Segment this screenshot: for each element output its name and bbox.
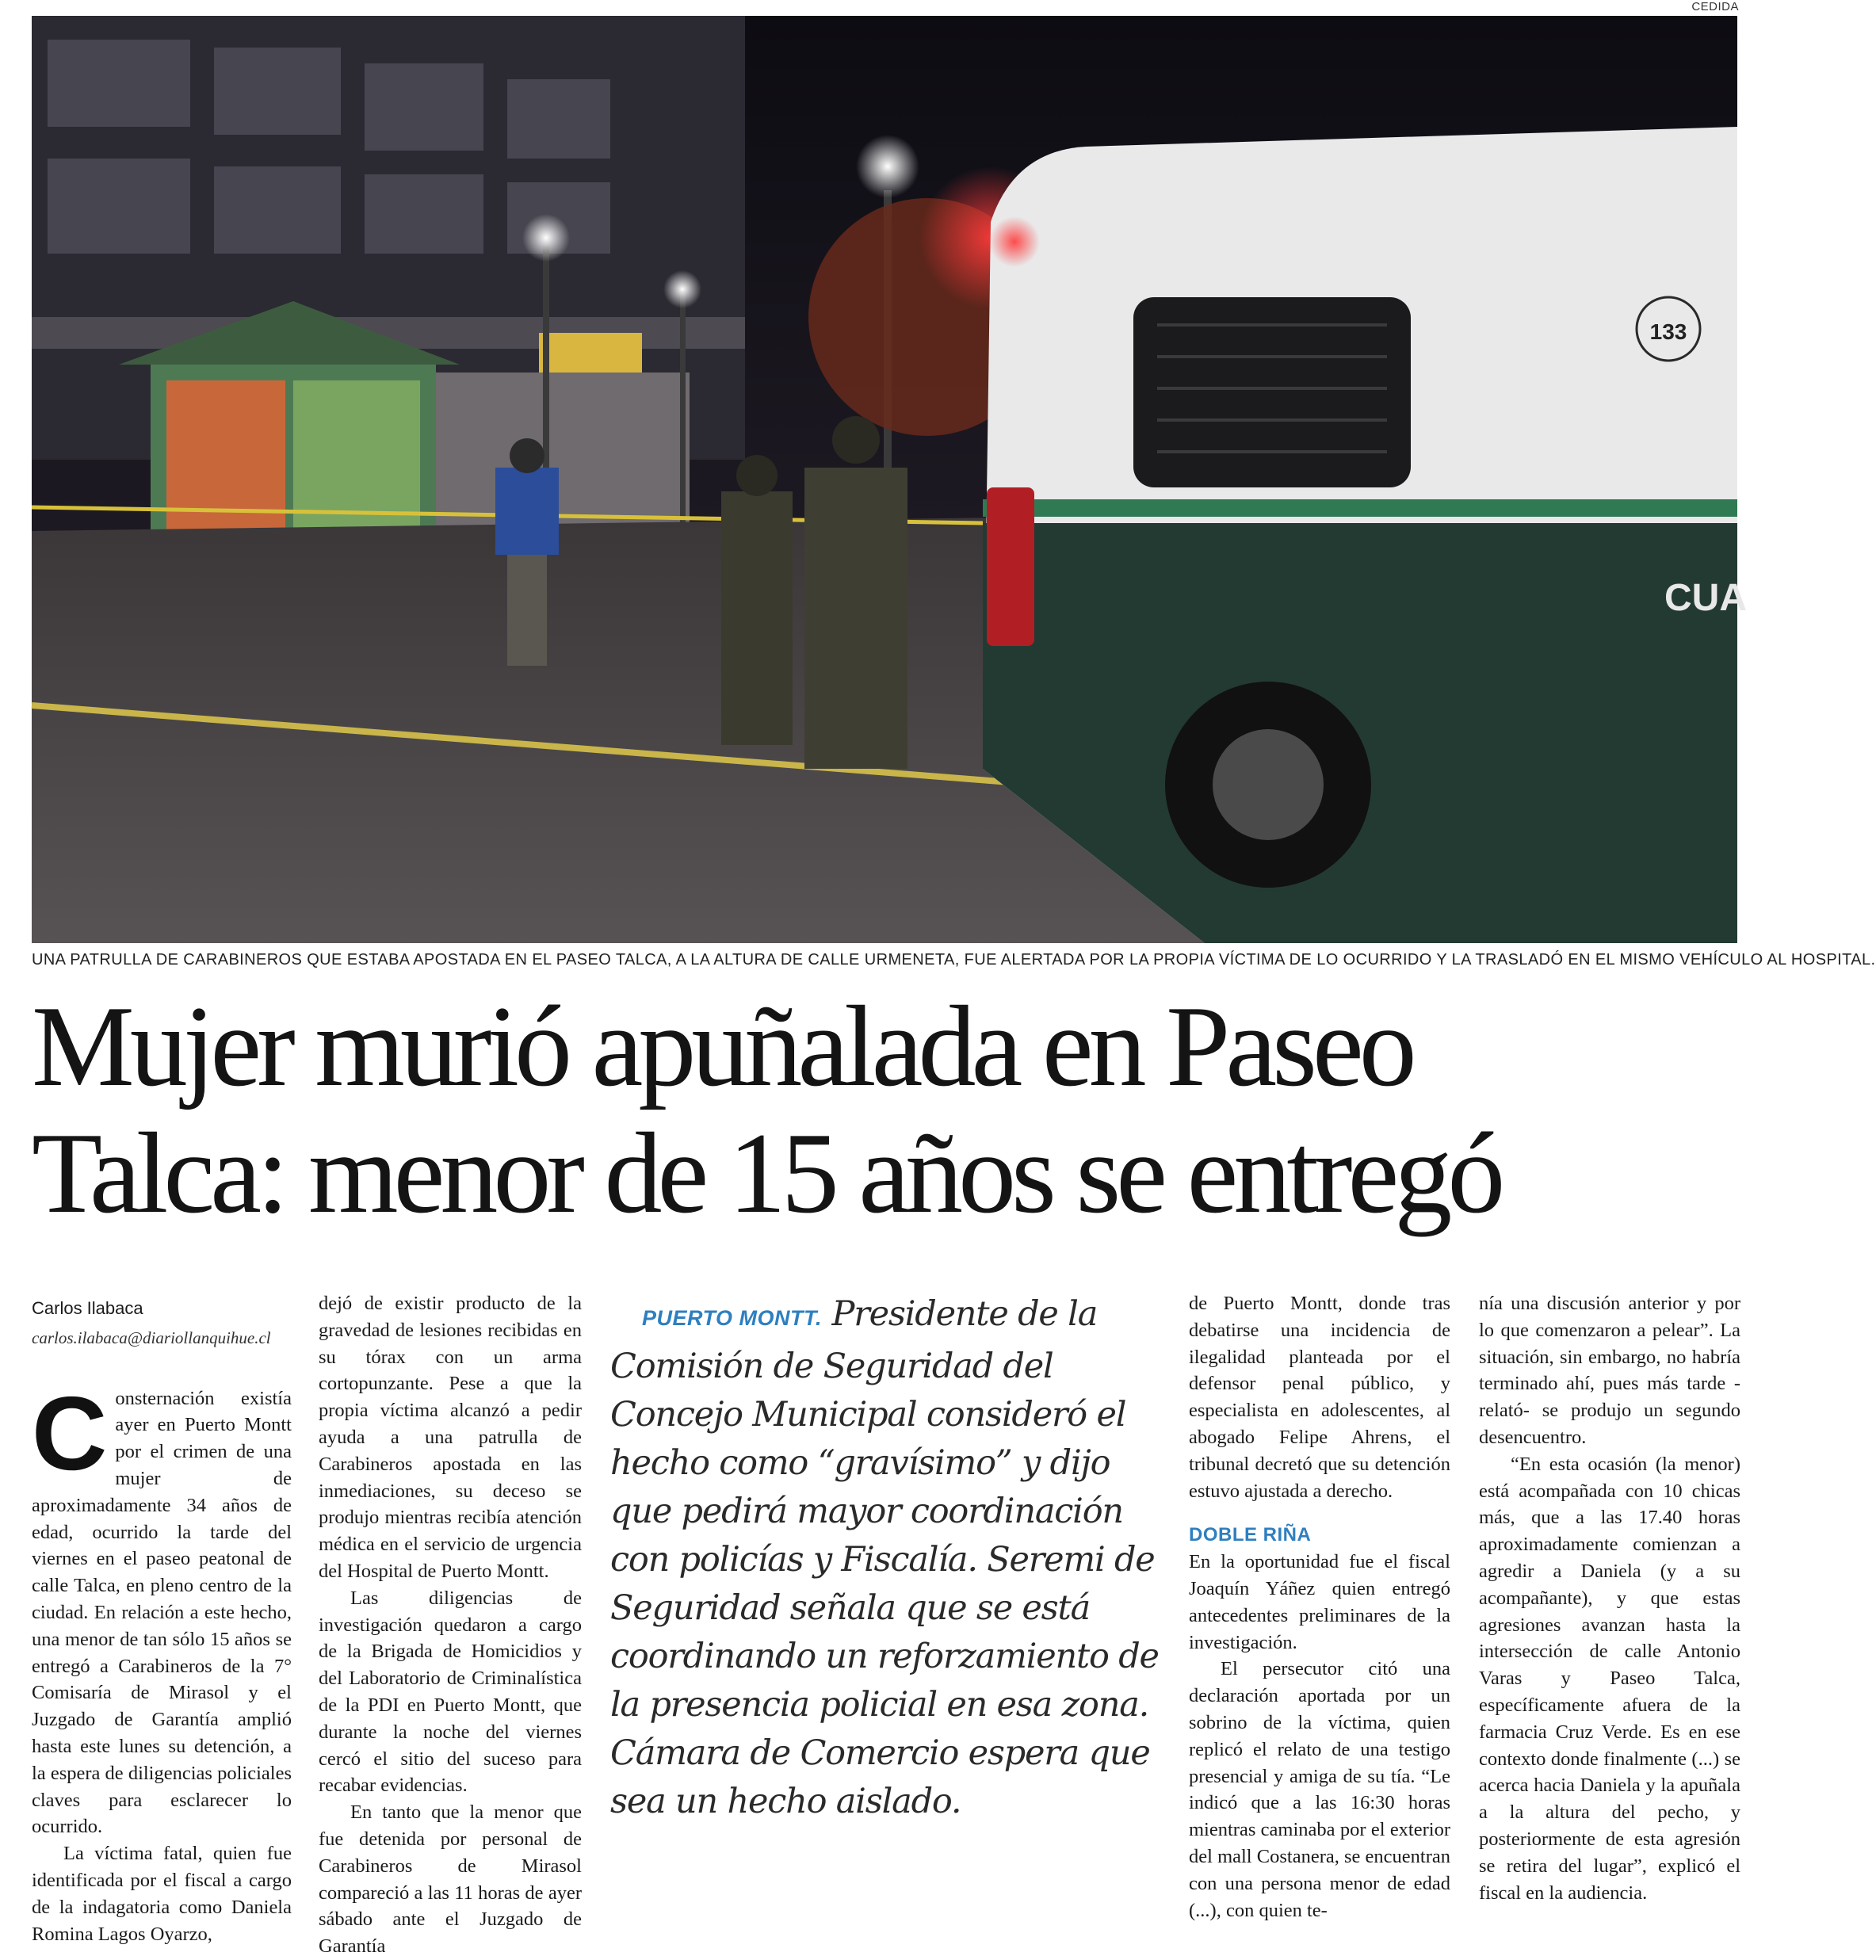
lede-kicker: PUERTO MONTT. — [642, 1306, 823, 1330]
lede-text: Presidente de la Comisión de Seguridad del Concejo Municipal consideró el hecho como “gravísimo” y dijo que pedirá mayor coordinación con policías y Fiscalía. Seremi de Seguridad señala que se está coordinando un reforzamiento de la presencia policial en esa zona. Cámara de Comercio espera que sea un hecho aislado. — [610, 1294, 1159, 1821]
paragraph: de Puerto Montt, donde tras debatirse una incidencia de ilegalidad planteada por el defensor penal público, y especialista en adolescentes, al abogado Felipe Ahrens, el tribunal decretó que su detención estuvo ajustada a derecho. — [1189, 1293, 1450, 1502]
photo-credit: CEDIDA — [1691, 0, 1739, 13]
paragraph — [32, 1374, 292, 1841]
paragraph: nía una discusión anterior y por lo que comenzaron a pelear”. La situación, sin embargo, no habría terminado ahí, pues más tarde -relató- se produjo un segundo desencuentro. — [1479, 1293, 1740, 1448]
article-column-5 — [1479, 1290, 1740, 1906]
paragraph: “En esta ocasión (la menor) está acompañada con 10 chicas más, que a las 17.40 horas aproximadamente comienzan a agredir a Daniela (y a su acompañante), y que estas agresiones avanzan hasta la intersección de calle Antonio Varas y Paseo Talca, específicamente afuera de la farmacia Cruz Verde. Es en ese contexto donde finalmente (...) se acerca hacia Daniela y la apuñala a la altura del pecho, y posteriormente de esta agresión se retira del lugar”, explicó el fiscal en la audiencia. — [1479, 1453, 1740, 1904]
article-column-4 — [1189, 1290, 1450, 1924]
paragraph: En tanto que la menor que fue detenida por personal de Carabineros de Mirasol compareció a las 11 horas de ayer sábado ante el Juzgado de Garantía — [319, 1801, 582, 1958]
lede-block — [610, 1290, 1165, 1826]
headline-line-2: Talca: menor de 15 años se entregó — [32, 1109, 1501, 1237]
article-column-1 — [32, 1290, 292, 1947]
photo-caption: UNA PATRULLA DE CARABINEROS QUE ESTABA APOSTADA EN EL PASEO TALCA, A LA ALTURA DE CALLE URMENETA, FUE ALERTADA POR LA PROPIA VÍCTIMA DE LO OCURRIDO Y LA TRASLADÓ EN EL MISMO VEHÍCULO AL HOSPITAL. — [32, 951, 1876, 969]
paragraph: En la oportunidad fue el fiscal Joaquín Yáñez quien entregó antecedentes preliminares de la investigación. — [1189, 1551, 1450, 1653]
paragraph: dejó de existir producto de la gravedad de lesiones recibidas en su tórax con un arma cortopunzante. Pese a que la propia víctima alcanzó a pedir ayuda a una patrulla de Carabineros apostada en las inmediaciones, su deceso se produjo mientras recibía atención médica en el servicio de urgencia del Hospital de Puerto Montt. — [319, 1293, 582, 1582]
drop-cap: C — [32, 1374, 108, 1492]
paragraph: El persecutor citó una declaración aportada por un sobrino de la víctima, quien replicó el relato de una testigo presencial y amiga de su tía. “Le indicó que a las 16:30 horas mientras caminaba por el exterior del mall Costanera, se encuentran con una persona menor de edad (...), con quien te- — [1189, 1658, 1450, 1921]
paragraph: La víctima fatal, quien fue identificada por el fiscal a cargo de la indagatoria como Daniela Romina Lagos Oyarzo, — [32, 1843, 292, 1945]
byline-author: Carlos Ilabaca — [32, 1298, 143, 1318]
headline-line-1: Mujer murió apuñalada en Paseo — [32, 982, 1412, 1110]
headline — [32, 983, 1744, 1236]
paragraph-text: onsternación existía ayer en Puerto Montt por el crimen de una mujer de aproximadamente 34 años de edad, ocurrido la tarde del viernes en el paseo peatonal de calle Talca, en pleno centro de la ciudad. En relación a este hecho, una menor de tan sólo 15 años se entregó a Carabineros de la 7° Comisaría de Mirasol y el Juzgado de Garantía amplió hasta este lunes su detención, a la espera de diligencias policiales claves para esclarecer lo ocurrido. — [32, 1387, 292, 1838]
subhead: DOBLE RIÑA — [1189, 1524, 1312, 1546]
article-column-2 — [319, 1290, 582, 1960]
news-photo — [32, 16, 1747, 943]
van-text: CUA — [1664, 577, 1747, 619]
van-number: 133 — [1649, 319, 1687, 344]
lede — [610, 1290, 1165, 1826]
byline-email[interactable]: carlos.ilabaca@diariollanquihue.cl — [32, 1328, 271, 1347]
paragraph: Las diligencias de investigación quedaron a cargo de la Brigada de Homicidios y del Laboratorio de Criminalística de la PDI en Puerto Montt, que durante la noche del viernes cercó el sitio del suceso para recabar evidencias. — [319, 1587, 582, 1797]
